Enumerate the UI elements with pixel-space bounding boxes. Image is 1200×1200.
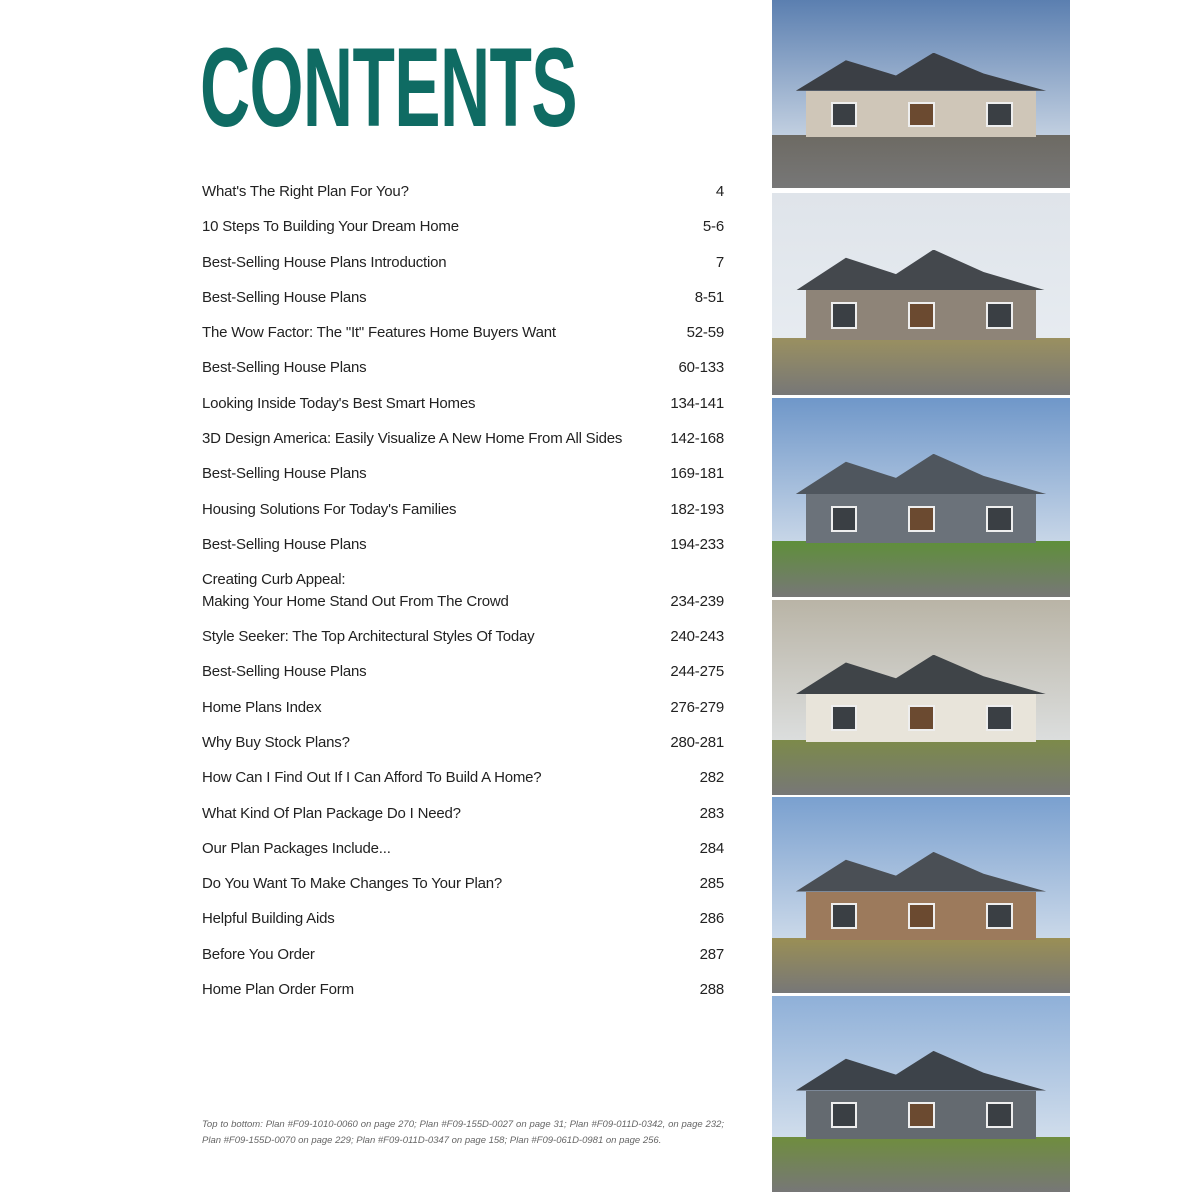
lawn: [772, 541, 1070, 597]
toc-entry-title: Best-Selling House Plans: [202, 465, 367, 483]
toc-entry-pages: 244-275: [670, 663, 724, 681]
toc-entry-title: Best-Selling House Plans Introduction: [202, 253, 447, 271]
toc-entry-title: Why Buy Stock Plans?: [202, 733, 350, 751]
toc-entry-pages: 276-279: [670, 698, 724, 716]
toc-entry-pages: 142-168: [670, 430, 724, 448]
toc-entry-pages: 234-239: [670, 592, 724, 610]
toc-entry: [202, 732, 724, 754]
toc-entry-pages: 286: [699, 910, 724, 928]
house: [796, 655, 1046, 743]
toc-entry-title: Creating Curb Appeal: Making Your Home Stand Out From The Crowd: [202, 571, 509, 610]
toc-entry: [202, 626, 724, 648]
toc-entry-title: 3D Design America: Easily Visualize A New Home From All Sides: [202, 430, 623, 448]
toc-entry: [202, 661, 724, 683]
window: [908, 302, 935, 329]
toc-entry-pages: 182-193: [670, 500, 724, 518]
toc-entry-title: Best-Selling House Plans: [202, 663, 367, 681]
window: [908, 1102, 935, 1128]
house-photo: [772, 600, 1070, 795]
toc-entry-title: The Wow Factor: The "It" Features Home Buyers Want: [202, 324, 556, 342]
window: [986, 705, 1013, 731]
toc-entry-pages: 282: [699, 769, 724, 787]
toc-entry-pages: 134-141: [670, 394, 724, 412]
window: [986, 903, 1013, 929]
toc-entry: [202, 181, 724, 203]
toc-entry-pages: 280-281: [670, 733, 724, 751]
window: [986, 1102, 1013, 1128]
roof: [796, 655, 1046, 694]
toc-entry-title: Best-Selling House Plans: [202, 359, 367, 377]
toc-entry-title: Best-Selling House Plans: [202, 288, 367, 306]
toc-entry: [202, 873, 724, 895]
window: [908, 705, 935, 731]
toc-entry-pages: 287: [699, 945, 724, 963]
toc-entry: [202, 322, 724, 344]
toc-entry-title: What's The Right Plan For You?: [202, 183, 409, 200]
toc-entry: [202, 569, 724, 612]
window: [986, 302, 1013, 329]
toc-entry-title: Helpful Building Aids: [202, 910, 335, 928]
house-photo: [772, 797, 1070, 993]
toc-entry: [202, 838, 724, 860]
toc-entry-title: Looking Inside Today's Best Smart Homes: [202, 394, 476, 412]
window: [986, 506, 1013, 532]
roof: [796, 454, 1046, 494]
house-photo: [772, 0, 1070, 188]
toc-entry-title: Home Plans Index: [202, 698, 322, 716]
lawn: [772, 135, 1070, 188]
toc-entry-pages: 60-133: [678, 359, 724, 377]
toc-entry-title: 10 Steps To Building Your Dream Home: [202, 218, 459, 236]
toc-entry: [202, 697, 724, 719]
toc-entry-pages: 194-233: [670, 535, 724, 553]
toc-entry-pages: 284: [699, 839, 724, 857]
toc-entry: [202, 908, 724, 930]
toc-entry-pages: 5-6: [702, 218, 724, 236]
toc-entry: [202, 393, 724, 415]
toc-entry-pages: 169-181: [670, 465, 724, 483]
table-of-contents: [202, 181, 724, 1014]
toc-entry: [202, 357, 724, 379]
window: [831, 1102, 858, 1128]
toc-entry: [202, 428, 724, 450]
toc-entry-pages: 8-51: [694, 288, 724, 306]
toc-entry-pages: 52-59: [686, 324, 724, 342]
house: [796, 53, 1046, 138]
toc-entry-title: Home Plan Order Form: [202, 981, 354, 999]
photo-caption: Top to bottom: Plan #F09-1010-0060 on page 270; Plan #F09-155D-0027 on page 31; Plan #F09-011D-0342, on page 232; Plan #F09-155D-0070 on page 229; Plan #F09-011D-0347 on page 158; Plan #F09-061D-0981 on page 256.: [202, 1119, 724, 1146]
house: [796, 1051, 1046, 1139]
lawn: [772, 338, 1070, 395]
house-photo-column: [772, 0, 1070, 1192]
window: [831, 705, 858, 731]
toc-entry-pages: 288: [699, 981, 724, 999]
lawn: [772, 1137, 1070, 1192]
house: [796, 852, 1046, 940]
window: [986, 102, 1013, 127]
toc-entry: [202, 767, 724, 789]
window: [908, 506, 935, 532]
toc-entry-title: How Can I Find Out If I Can Afford To Build A Home?: [202, 769, 542, 787]
toc-entry-title: Best-Selling House Plans: [202, 535, 367, 553]
house-photo: [772, 193, 1070, 395]
roof: [796, 852, 1046, 892]
house: [796, 250, 1046, 341]
window: [908, 102, 935, 127]
toc-entry-title: Our Plan Packages Include...: [202, 839, 391, 857]
toc-entry-pages: 285: [699, 875, 724, 893]
toc-entry: [202, 979, 724, 1001]
toc-entry-pages: 240-243: [670, 628, 724, 646]
roof: [796, 250, 1046, 291]
toc-entry: [202, 499, 724, 521]
toc-entry: [202, 944, 724, 966]
house-photo: [772, 996, 1070, 1192]
toc-entry-title: Housing Solutions For Today's Families: [202, 500, 457, 518]
lawn: [772, 938, 1070, 993]
toc-entry-title: What Kind Of Plan Package Do I Need?: [202, 804, 461, 822]
toc-entry: [202, 216, 724, 238]
toc-entry-title: Style Seeker: The Top Architectural Styles Of Today: [202, 628, 535, 646]
house-photo: [772, 398, 1070, 597]
toc-entry-title: Do You Want To Make Changes To Your Plan?: [202, 875, 503, 893]
window: [831, 102, 858, 127]
page-title: CONTENTS: [200, 25, 577, 150]
toc-entry: [202, 803, 724, 825]
toc-entry: [202, 534, 724, 556]
toc-entry: [202, 287, 724, 309]
roof: [796, 1051, 1046, 1091]
toc-entry-pages: 4: [715, 183, 724, 200]
toc-entry-pages: 283: [699, 804, 724, 822]
toc-entry: [202, 463, 724, 485]
lawn: [772, 740, 1070, 795]
toc-entry-pages: 7: [715, 253, 724, 271]
roof: [796, 53, 1046, 91]
window: [831, 506, 858, 532]
toc-entry-title: Before You Order: [202, 945, 315, 963]
window: [831, 302, 858, 329]
window: [831, 903, 858, 929]
house: [796, 454, 1046, 544]
window: [908, 903, 935, 929]
toc-entry: [202, 252, 724, 274]
